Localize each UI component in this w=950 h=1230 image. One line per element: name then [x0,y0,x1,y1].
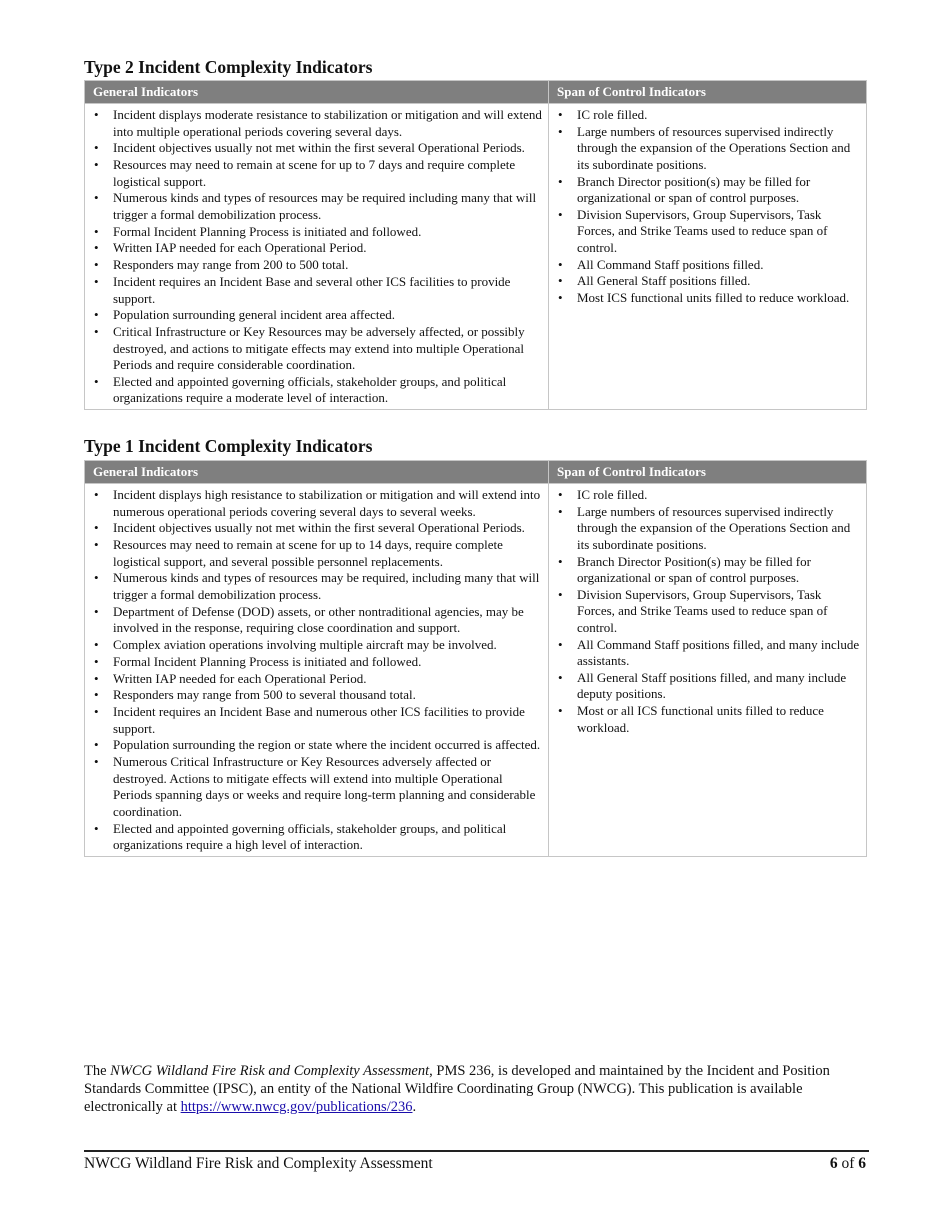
note-title: NWCG Wildland Fire Risk and Complexity Assessment [110,1063,430,1079]
list-item: • Department of Defense (DOD) assets, or other nontraditional agencies, may be involved in the response, requiring close coordination and support. [91,604,542,637]
list-item: • Population surrounding general incident area affected. [91,307,542,324]
list-item: • All General Staff positions filled. [555,273,860,290]
list-item: • Numerous Critical Infrastructure or Key Resources adversely affected or destroyed. Actions to mitigate effects will extend into multiple Operational Periods spanning days or weeks and require long-term planning and considerable coordination. [91,754,542,820]
note-prefix: The [84,1063,111,1079]
page-current: 6 [829,1155,838,1172]
page-of: of [841,1155,855,1172]
type2-general-header: General Indicators [85,81,549,104]
list-item: • Population surrounding the region or state where the incident occurred is affected. [91,737,542,754]
list-item: • Branch Director position(s) may be filled for organizational or span of control purposes. [555,174,860,207]
footer-doc-title: NWCG Wildland Fire Risk and Complexity Assessment [84,1155,433,1172]
list-item: • Incident requires an Incident Base and several other ICS facilities to provide support. [91,274,542,307]
list-item: • Complex aviation operations involving multiple aircraft may be involved. [91,637,542,654]
list-item: • Incident displays high resistance to stabilization or mitigation and will extend into numerous operational periods covering several days to several weeks. [91,487,542,520]
list-item: • Elected and appointed governing officials, stakeholder groups, and political organizations require a high level of interaction. [91,821,542,854]
note-suffix: . [412,1099,417,1115]
type2-table [84,80,867,410]
list-item: • Incident requires an Incident Base and numerous other ICS facilities to provide support. [91,704,542,737]
list-item: • Critical Infrastructure or Key Resources may be adversely affected, or possibly destroyed, and actions to mitigate effects may extend into multiple Operational Periods and require considerable coordination. [91,324,542,374]
type1-table [84,460,867,857]
list-item: • Numerous kinds and types of resources may be required, including many that will trigger a formal demobilization process. [91,570,542,603]
list-item: • Numerous kinds and types of resources may be required including many that will trigger a formal demobilization process. [91,190,542,223]
list-item: • Large numbers of resources supervised indirectly through the expansion of the Operations Section and its subordinate positions. [555,124,860,174]
type2-title: Type 2 Incident Complexity Indicators [84,57,373,77]
list-item: • Formal Incident Planning Process is initiated and followed. [91,224,542,241]
list-item: • IC role filled. [555,487,860,504]
list-item: • Incident objectives usually not met within the first several Operational Periods. [91,520,542,537]
type2-general-list [91,107,542,407]
list-item: • Responders may range from 200 to 500 total. [91,257,542,274]
page-number [830,1155,866,1173]
publication-note [84,1062,866,1116]
list-item: • Resources may need to remain at scene for up to 14 days, require complete logistical support, and several possible personnel replacements. [91,537,542,570]
list-item: • Most ICS functional units filled to reduce workload. [555,290,860,307]
list-item: • Written IAP needed for each Operational Period. [91,671,542,688]
list-item: • Written IAP needed for each Operational Period. [91,240,542,257]
type1-span-list [555,487,860,736]
publication-link[interactable]: https://www.nwcg.gov/publications/236 [180,1099,413,1115]
type2-span-list [555,107,860,307]
list-item: • All General Staff positions filled, and many include deputy positions. [555,670,860,703]
type2-span-header: Span of Control Indicators [549,81,867,104]
list-item: • IC role filled. [555,107,860,124]
page-total: 6 [858,1155,866,1172]
list-item: • All Command Staff positions filled. [555,257,860,274]
list-item: • Large numbers of resources supervised indirectly through the expansion of the Operations Section and its subordinate positions. [555,504,860,554]
list-item: • Resources may need to remain at scene for up to 7 days and require complete logistical support. [91,157,542,190]
list-item: • Incident objectives usually not met within the first several Operational Periods. [91,140,542,157]
list-item: • Incident displays moderate resistance to stabilization or mitigation and will extend into multiple operational periods covering several days. [91,107,542,140]
list-item: • Responders may range from 500 to several thousand total. [91,687,542,704]
type1-general-header: General Indicators [85,461,549,484]
list-item: • Branch Director Position(s) may be filled for organizational or span of control purposes. [555,554,860,587]
type1-title: Type 1 Incident Complexity Indicators [84,436,373,456]
type1-general-list [91,487,542,854]
footer-divider [84,1150,869,1152]
list-item: • Most or all ICS functional units filled to reduce workload. [555,703,860,736]
note-middle: , PMS 236, is developed and maintained by the Incident and Position Standards Committee (IPSC), an entity of the National Wildfire Coordinating Group (NWCG). This publication is available electronically at [84,1063,830,1115]
list-item: • All Command Staff positions filled, and many include assistants. [555,637,860,670]
list-item: • Division Supervisors, Group Supervisors, Task Forces, and Strike Teams used to reduce span of control. [555,207,860,257]
list-item: • Division Supervisors, Group Supervisors, Task Forces, and Strike Teams used to reduce span of control. [555,587,860,637]
list-item: • Formal Incident Planning Process is initiated and followed. [91,654,542,671]
list-item: • Elected and appointed governing officials, stakeholder groups, and political organizations require a moderate level of interaction. [91,374,542,407]
type1-span-header: Span of Control Indicators [549,461,867,484]
